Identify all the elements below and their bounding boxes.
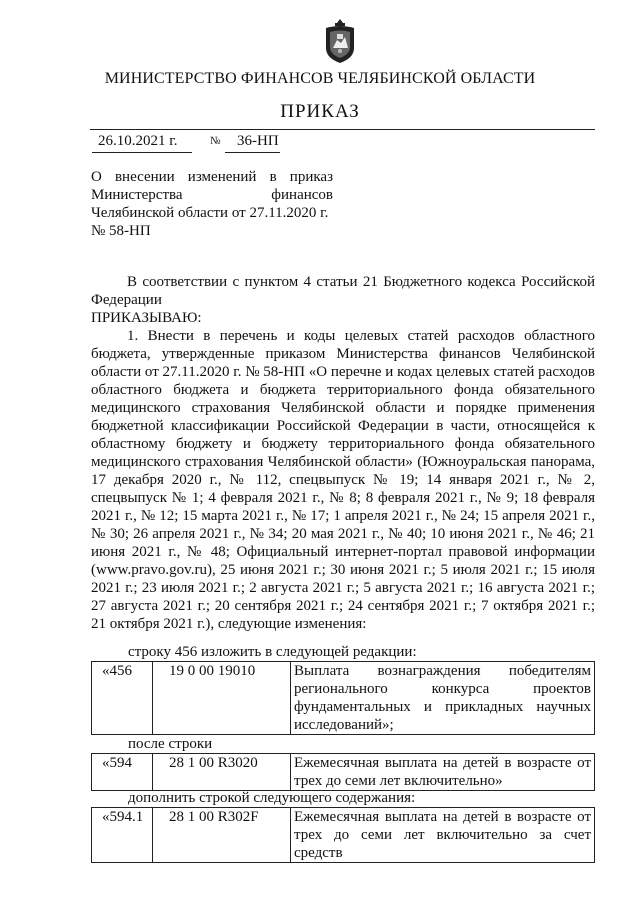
description-cell: Ежемесячная выплата на детей в возрасте от трех до семи лет включительно за счет средств <box>291 808 595 863</box>
subject-line: Челябинской области от 27.11.2020 г. <box>91 205 329 221</box>
order-subject <box>91 168 333 240</box>
order-date: 26.10.2021 г. <box>98 133 178 149</box>
change-table <box>91 807 595 863</box>
subject-line: О внесении изменений в приказ <box>91 169 333 185</box>
description-cell: Выплата вознаграждения победителям регионального конкурса проектов фундаментальных и прикладных научных исследований»; <box>291 662 595 735</box>
preamble-paragraph: В соответствии с пунктом 4 статьи 21 Бюджетного кодекса Российской Федерации <box>91 274 595 308</box>
change-intro: после строки <box>128 736 213 752</box>
code-cell: 19 0 00 19010 <box>153 662 291 735</box>
code-cell: 28 1 00 R3020 <box>153 754 291 791</box>
subject-line: № 58-НП <box>91 223 151 239</box>
clause-1-paragraph: 1. Внести в перечень и коды целевых статей расходов областного бюджета, утвержденные приказом Министерства финансов Челябинской области от 27.11.2020 г. № 58-НП «О перечне и кодах целевых статей расходов областного бюджета и бюджета территориального фонда обязательного медицинского страхования Челябинской области и порядке применения бюджетной классификации Российской Федерации в части, относящейся к областному бюджету и бюджету территориального фонда обязательного медицинского страхования Челябинской области» (Южноуральская панорама, 17 декабря 2020 г., № 112, спецвыпуск № 19; 14 января 2021 г., № 2, спецвыпуск № 1; 4 февраля 2021 г., № 8; 8 февраля 2021 г., № 9; 18 февраля 2021 г., № 12; 15 марта 2021 г., № 17; 1 апреля 2021 г., № 24; 15 апреля 2021 г., № 30; 26 апреля 2021 г., № 34; 20 мая 2021 г., № 40; 10 июня 2021 г., № 46; 21 июня 2021 г., № 48; Официальный интернет-портал правовой информации (www.pravo.gov.ru), 25 июня 2021 г.; 30 июня 2021 г.; 5 июля 2021 г.; 15 июля 2021 г.; 23 июля 2021 г.; 2 августа 2021 г.; 5 августа 2021 г.; 16 августа 2021 г.; 27 августа 2021 г.; 20 сентября 2021 г.; 24 сентября 2021 г.; 7 октября 2021 г.; 21 октября 2021 г.), следующие изменения: <box>91 328 595 632</box>
header-divider <box>90 129 595 130</box>
ministry-name: МИНИСТЕРСТВО ФИНАНСОВ ЧЕЛЯБИНСКОЙ ОБЛАСТИ <box>104 70 536 87</box>
row-number-cell: «594.1 <box>92 808 153 863</box>
table-row <box>92 662 595 735</box>
change-intro: строку 456 изложить в следующей редакции: <box>128 644 417 660</box>
subject-word: финансов <box>271 187 333 203</box>
coat-of-arms-emblem <box>323 18 357 64</box>
description-cell: Ежемесячная выплата на детей в возрасте от трех до семи лет включительно» <box>291 754 595 791</box>
change-intro: дополнить строкой следующего содержания: <box>128 790 416 806</box>
subject-line <box>91 186 333 204</box>
row-number-cell: «594 <box>92 754 153 791</box>
subject-word: Министерства <box>91 187 183 203</box>
table-row <box>92 808 595 863</box>
number-underline <box>225 152 280 153</box>
date-underline <box>92 152 192 153</box>
table-row <box>92 754 595 791</box>
document-type: ПРИКАЗ <box>280 101 360 122</box>
change-table <box>91 753 595 791</box>
order-number: 36-НП <box>237 133 279 149</box>
order-word: ПРИКАЗЫВАЮ: <box>91 310 202 326</box>
row-number-cell: «456 <box>92 662 153 735</box>
number-sign: № <box>210 135 221 147</box>
change-table <box>91 661 595 735</box>
code-cell: 28 1 00 R302F <box>153 808 291 863</box>
